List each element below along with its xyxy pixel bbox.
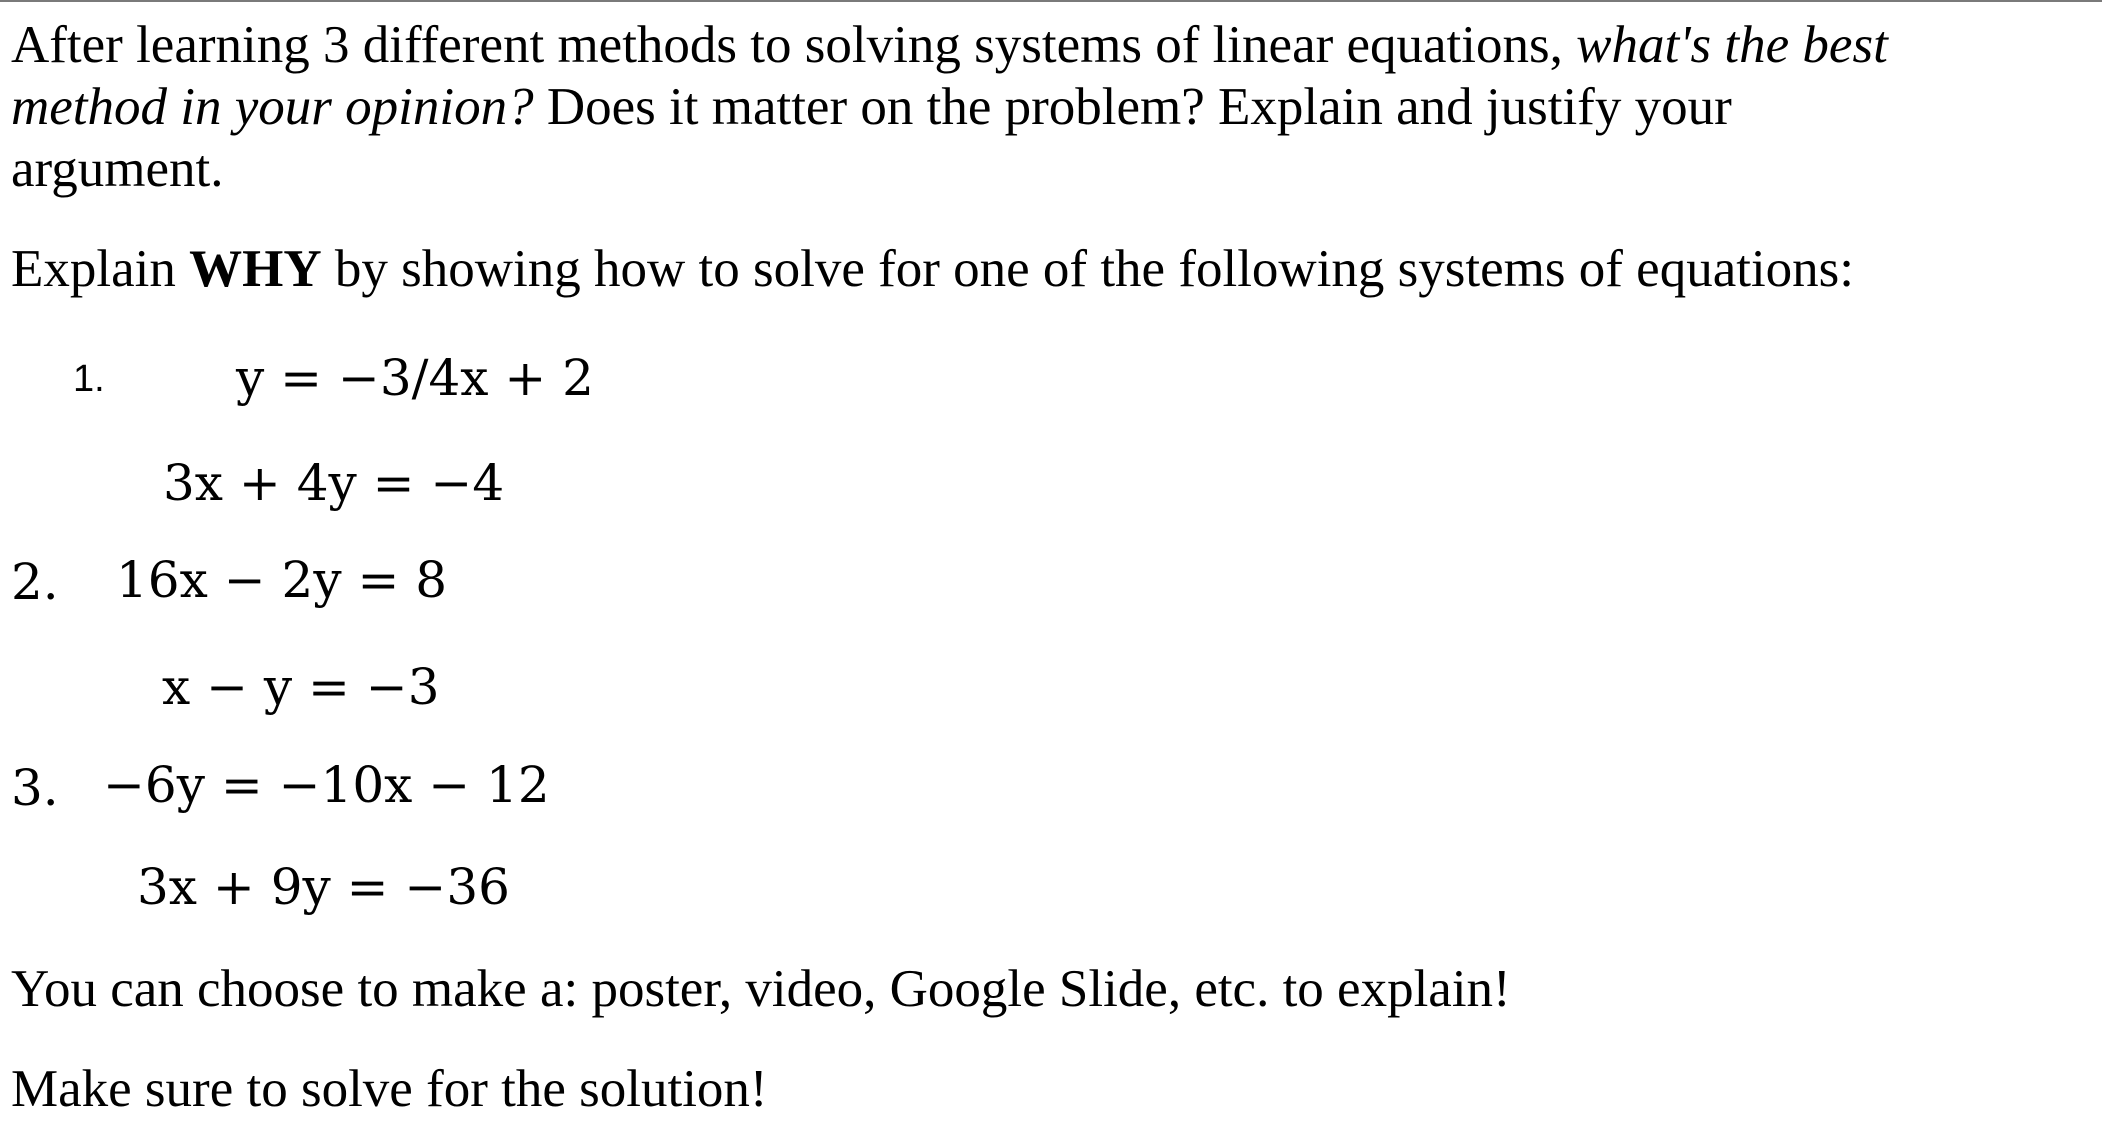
intro-line-2: [11, 76, 2071, 138]
explain-text-before: Explain: [11, 240, 190, 298]
solve-reminder-text: Make sure to solve for the solution!: [11, 1060, 768, 1118]
intro-line-3: argument.: [11, 140, 224, 198]
problem-1-number: 1.: [73, 358, 105, 400]
problem-3-number: 3.: [11, 759, 59, 817]
explain-bold-why: WHY: [189, 240, 322, 298]
intro-text: After learning 3 different methods to solving systems of linear equations,: [11, 16, 1577, 74]
explain-paragraph: [11, 238, 2071, 300]
problem-3-equation-1: −6y = −10x − 12: [103, 756, 550, 814]
intro-paragraph: [11, 14, 2071, 200]
problem-3-equation-2: 3x + 9y = −36: [137, 858, 510, 916]
problem-2-number: 2.: [11, 553, 59, 611]
explain-text-after: by showing how to solve for one of the following systems of equations:: [321, 240, 1855, 298]
problem-1-equation-2: 3x + 4y = −4: [163, 454, 505, 512]
intro-text-cont: Does it matter on the problem? Explain and justify your: [533, 78, 1732, 136]
choose-format-text: You can choose to make a: poster, video, Google Slide, etc. to explain!: [11, 960, 1511, 1018]
intro-line-1: [11, 14, 2071, 76]
problem-2-equation-2: x − y = −3: [162, 658, 440, 716]
intro-italic-question: what's the best: [1576, 16, 1888, 74]
problem-2-equation-1: 16x − 2y = 8: [116, 551, 448, 609]
problem-1-equation-1: y = −3/4x + 2: [236, 349, 594, 407]
intro-italic-question-cont: method in your opinion?: [11, 78, 534, 136]
